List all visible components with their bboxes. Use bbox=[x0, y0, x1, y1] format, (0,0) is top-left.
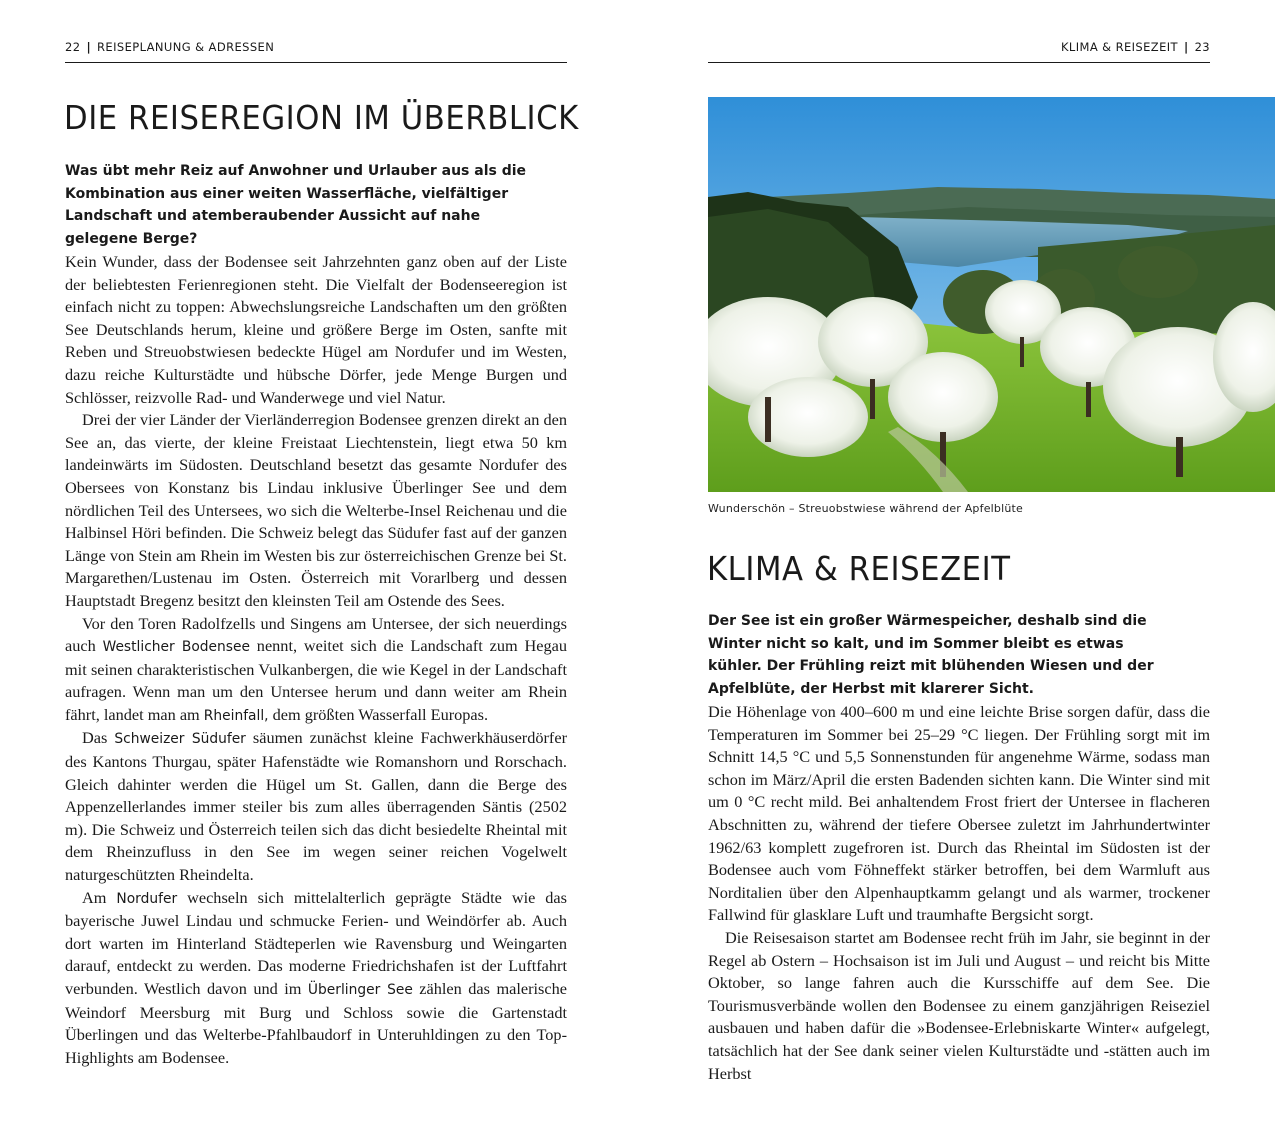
separator: | bbox=[86, 40, 92, 54]
paragraph: Am Nordufer wechseln sich mittelalterlich geprägte Städte wie das bayerische Juwel Lindau und schmucke Ferien- und Weindörfer ab. Auch dort warten im Hinterland Städteperlen wie Ravensburg und Weingarten darauf, entdeckt zu werden. Das moderne Friedrichshafen ist der Luftfahrt verbunden. Westlich davon und im Überlinger See zählen das malerische Weindorf Meersburg mit Burg und Schloss sowie die Gartenstadt Überlingen und das Welterbe-Pfahlbaudorf in Unteruhldingen zu den Top-Highlights am Bodensee. bbox=[65, 887, 567, 1067]
paragraph: Die Höhenlage von 400–600 m und eine leichte Brise sorgen dafür, dass die Temperaturen im Sommer bei 25–29 °C liegen. Der Frühling sorgt mit im Schnitt 14,5 °C und 5,5 Sonnenstunden für angenehme Wärme, sodass man schon im März/April die ersten Badenden sichten kann. Die Winter sind mit um 0 °C recht mild. Bei anhaltendem Frost friert der Untersee in flacheren Abschnitten zu, während der tiefere Obersee zuletzt im Jahrhundertwinter 1962/63 komplett zugefroren ist. Durch das Rheintal im Südosten ist der Bodensee auch vom Föhneffekt stärker betroffen, bei dem Warmluft aus Norditalien über den Alpenhauptkamm gelangt und als warmer, trockener Fallwind für glasklare Luft und traumhafte Bergsicht sorgt. bbox=[708, 702, 1210, 925]
running-head-right bbox=[708, 38, 1210, 63]
orchard-photo bbox=[708, 97, 1275, 492]
paragraph: Vor den Toren Radolfzells und Singens am Untersee, der sich neuerdings auch Westlicher Bodensee nennt, weitet sich die Landschaft zum Hegau mit seinen charakteristischen Vulkanbergen, die wie Kegel in der Landschaft aufragen. Wenn man um den Untersee herum und dann weiter am Rhein fährt, landet man am Rheinfall, dem größten Wasserfall Europas. bbox=[65, 613, 567, 724]
paragraph: Die Reisesaison startet am Bodensee recht früh im Jahr, sie beginnt in der Regel ab Ostern – Hochsaison ist im Juli und August – und reicht bis Mitte Oktober, so lange fahren auch die Kursschiffe auf dem See. Die Tourismusverbände wollen den Bodensee zu einem ganzjährigen Reiseziel ausbauen und haben dafür die »Bodensee-Erlebniskarte Winter« aufgelegt, tatsächlich hat der See dank seiner vielen Kulturstädte und -stätten auch im Herbst bbox=[708, 927, 1210, 1083]
body-text bbox=[708, 701, 1210, 1085]
section-title: KLIMA & REISEZEIT bbox=[1060, 40, 1178, 54]
section-title: REISEPLANUNG & ADRESSEN bbox=[97, 40, 275, 54]
photo-caption: Wunderschön – Streuobstwiese während der Apfelblüte bbox=[708, 502, 1024, 515]
chapter-title: DIE REISEREGION IM ÜBERBLICK bbox=[64, 98, 579, 137]
paragraph: Kein Wunder, dass der Bodensee seit Jahrzehnten ganz oben auf der Liste der beliebtesten Ferienregionen steht. Die Vielfalt der Bodenseeregion ist einfach nicht zu toppen: Abwechslungsreiche Landschaften um den größten See Deutschlands herum, kleine und größere Berge im Osten, sanfte mit Reben und Streuobstwiesen bedeckte Hügel am Nordufer und im Westen, dazu reiche Kulturstädte und hübsche Dörfer, jede Menge Burgen und Schlösser, reizvolle Rad- und Wanderwege und viel Natur. bbox=[65, 252, 567, 407]
running-head-left bbox=[65, 38, 567, 63]
left-page bbox=[64, 0, 579, 1122]
body-text bbox=[65, 251, 567, 1069]
page-number: 22 bbox=[65, 40, 81, 54]
right-page bbox=[708, 0, 1210, 1122]
chapter-title: KLIMA & REISEZEIT bbox=[707, 549, 1011, 588]
page-number: 23 bbox=[1194, 40, 1210, 54]
highlight-term: Schweizer Südufer bbox=[114, 731, 246, 748]
paragraph: Drei der vier Länder der Vierländerregion Bodensee grenzen direkt an den See an, das vierte, der kleine Freistaat Liechtenstein, liegt etwa 50 km landeinwärts im Südosten. Deutschland besetzt das gesamte Nordufer des Obersees von Konstanz bis Lindau inklusive Überlinger See und dem nördlichen Teil des Untersees, wo sich die Welterbe-Insel Reichenau und die Halbinsel Höri befinden. Die Schweiz belegt das Südufer fast auf der ganzen Länge von Stein am Rhein im Westen bis zur österreichischen Grenze bei St. Margarethen/Lustenau im Osten. Österreich mit Vorarlberg und dessen Hauptstadt Bregenz besitzt den kleinsten Teil am Ostende des Sees. bbox=[65, 410, 567, 610]
separator: | bbox=[1183, 40, 1189, 54]
highlight-term: Nordufer bbox=[116, 890, 178, 907]
lead-paragraph: Was übt mehr Reiz auf Anwohner und Urlauber aus als die Kombination aus einer weiten Wasserfläche, vielfältiger Landschaft und atemberaubender Aussicht auf nahe gelegene Berge? bbox=[65, 163, 527, 247]
lead-paragraph: Der See ist ein großer Wärmespeicher, deshalb sind die Winter nicht so kalt, und im Sommer bleibt es etwas kühler. Der Frühling reizt mit blühenden Wiesen und der Apfelblüte, der Herbst mit klarerer Sicht. bbox=[708, 613, 1154, 697]
paragraph: Das Schweizer Südufer säumen zunächst kleine Fachwerkhäuserdörfer des Kantons Thurgau, später Hafenstädte wie Romanshorn und Rorschach. Gleich dahinter werden die Hügel um St. Gallen, dann die Berge des Appenzellerlandes immer steiler bis zum alles überragenden Säntis (2502 m). Die Schweiz und Österreich teilen sich das dicht besiedelte Rheintal mit dem Rheinzufluss in den See im wegen seiner reichen Vogelwelt naturgeschützten Rheindelta. bbox=[65, 728, 567, 885]
highlight-term: Rheinfall, bbox=[203, 707, 269, 724]
highlight-term: Westlicher Bodensee bbox=[102, 639, 250, 656]
highlight-term: Überlinger See bbox=[307, 982, 413, 998]
